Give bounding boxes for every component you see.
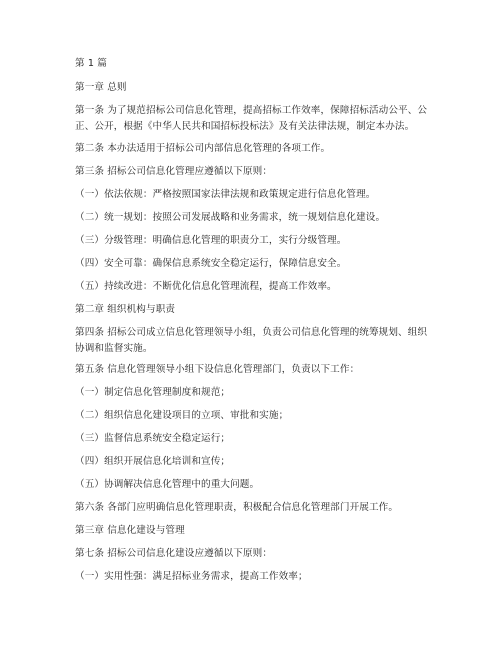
article-5: 第五条 信息化管理领导小组下设信息化管理部门，负责以下工作： [75, 364, 360, 375]
chapter-heading-2: 第二章 组织机构与职责 [75, 304, 176, 315]
article-3-item-2: （二）统一规划：按照公司发展战略和业务需求，统一规划信息化建设。 [75, 212, 386, 223]
article-3-item-3: （三）分级管理：明确信息化管理的职责分工，实行分级管理。 [75, 235, 347, 246]
article-5-item-2: （二）组织信息化建设项目的立项、审批和实施； [75, 410, 289, 421]
article-3-item-1: （一）依法依规：严格按照国家法律法规和政策规定进行信息化管理。 [75, 189, 376, 200]
article-3-item-4: （四）安全可靠：确保信息系统安全稳定运行，保障信息安全。 [75, 258, 347, 269]
article-4: 第四条 招标公司成立信息化管理领导小组，负责公司信息化管理的统筹规划、组织协调和监督实施。 [75, 327, 428, 354]
article-6: 第六条 各部门应明确信息化管理职责，积极配合信息化管理部门开展工作。 [75, 502, 399, 513]
article-7-item-1: （一）实用性强：满足招标业务需求，提高工作效率； [75, 571, 308, 582]
article-3: 第三条 招标公司信息化管理应遵循以下原则： [75, 166, 273, 177]
chapter-heading-1: 第一章 总则 [75, 82, 127, 93]
article-5-item-4: （四）组织开展信息化培训和宣传； [75, 456, 231, 467]
article-5-item-5: （五）协调解决信息化管理中的重大问题。 [75, 479, 260, 490]
article-7: 第七条 招标公司信息化建设应遵循以下原则： [75, 548, 273, 559]
article-5-item-1: （一）制定信息化管理制度和规范； [75, 387, 231, 398]
article-1: 第一条 为了规范招标公司信息化管理，提高招标工作效率，保障招标活动公平、公正、公开，根据《中华人民共和国招标投标法》及有关法律法规，制定本办法。 [75, 105, 428, 132]
article-5-item-3: （三）监督信息系统安全稳定运行； [75, 433, 231, 444]
part-title: 第 1 篇 [75, 58, 107, 69]
chapter-heading-3: 第三章 信息化建设与管理 [75, 525, 185, 536]
article-2: 第二条 本办法适用于招标公司内部信息化管理的各项工作。 [75, 143, 331, 154]
article-3-item-5: （五）持续改进：不断优化信息化管理流程，提高工作效率。 [75, 281, 337, 292]
